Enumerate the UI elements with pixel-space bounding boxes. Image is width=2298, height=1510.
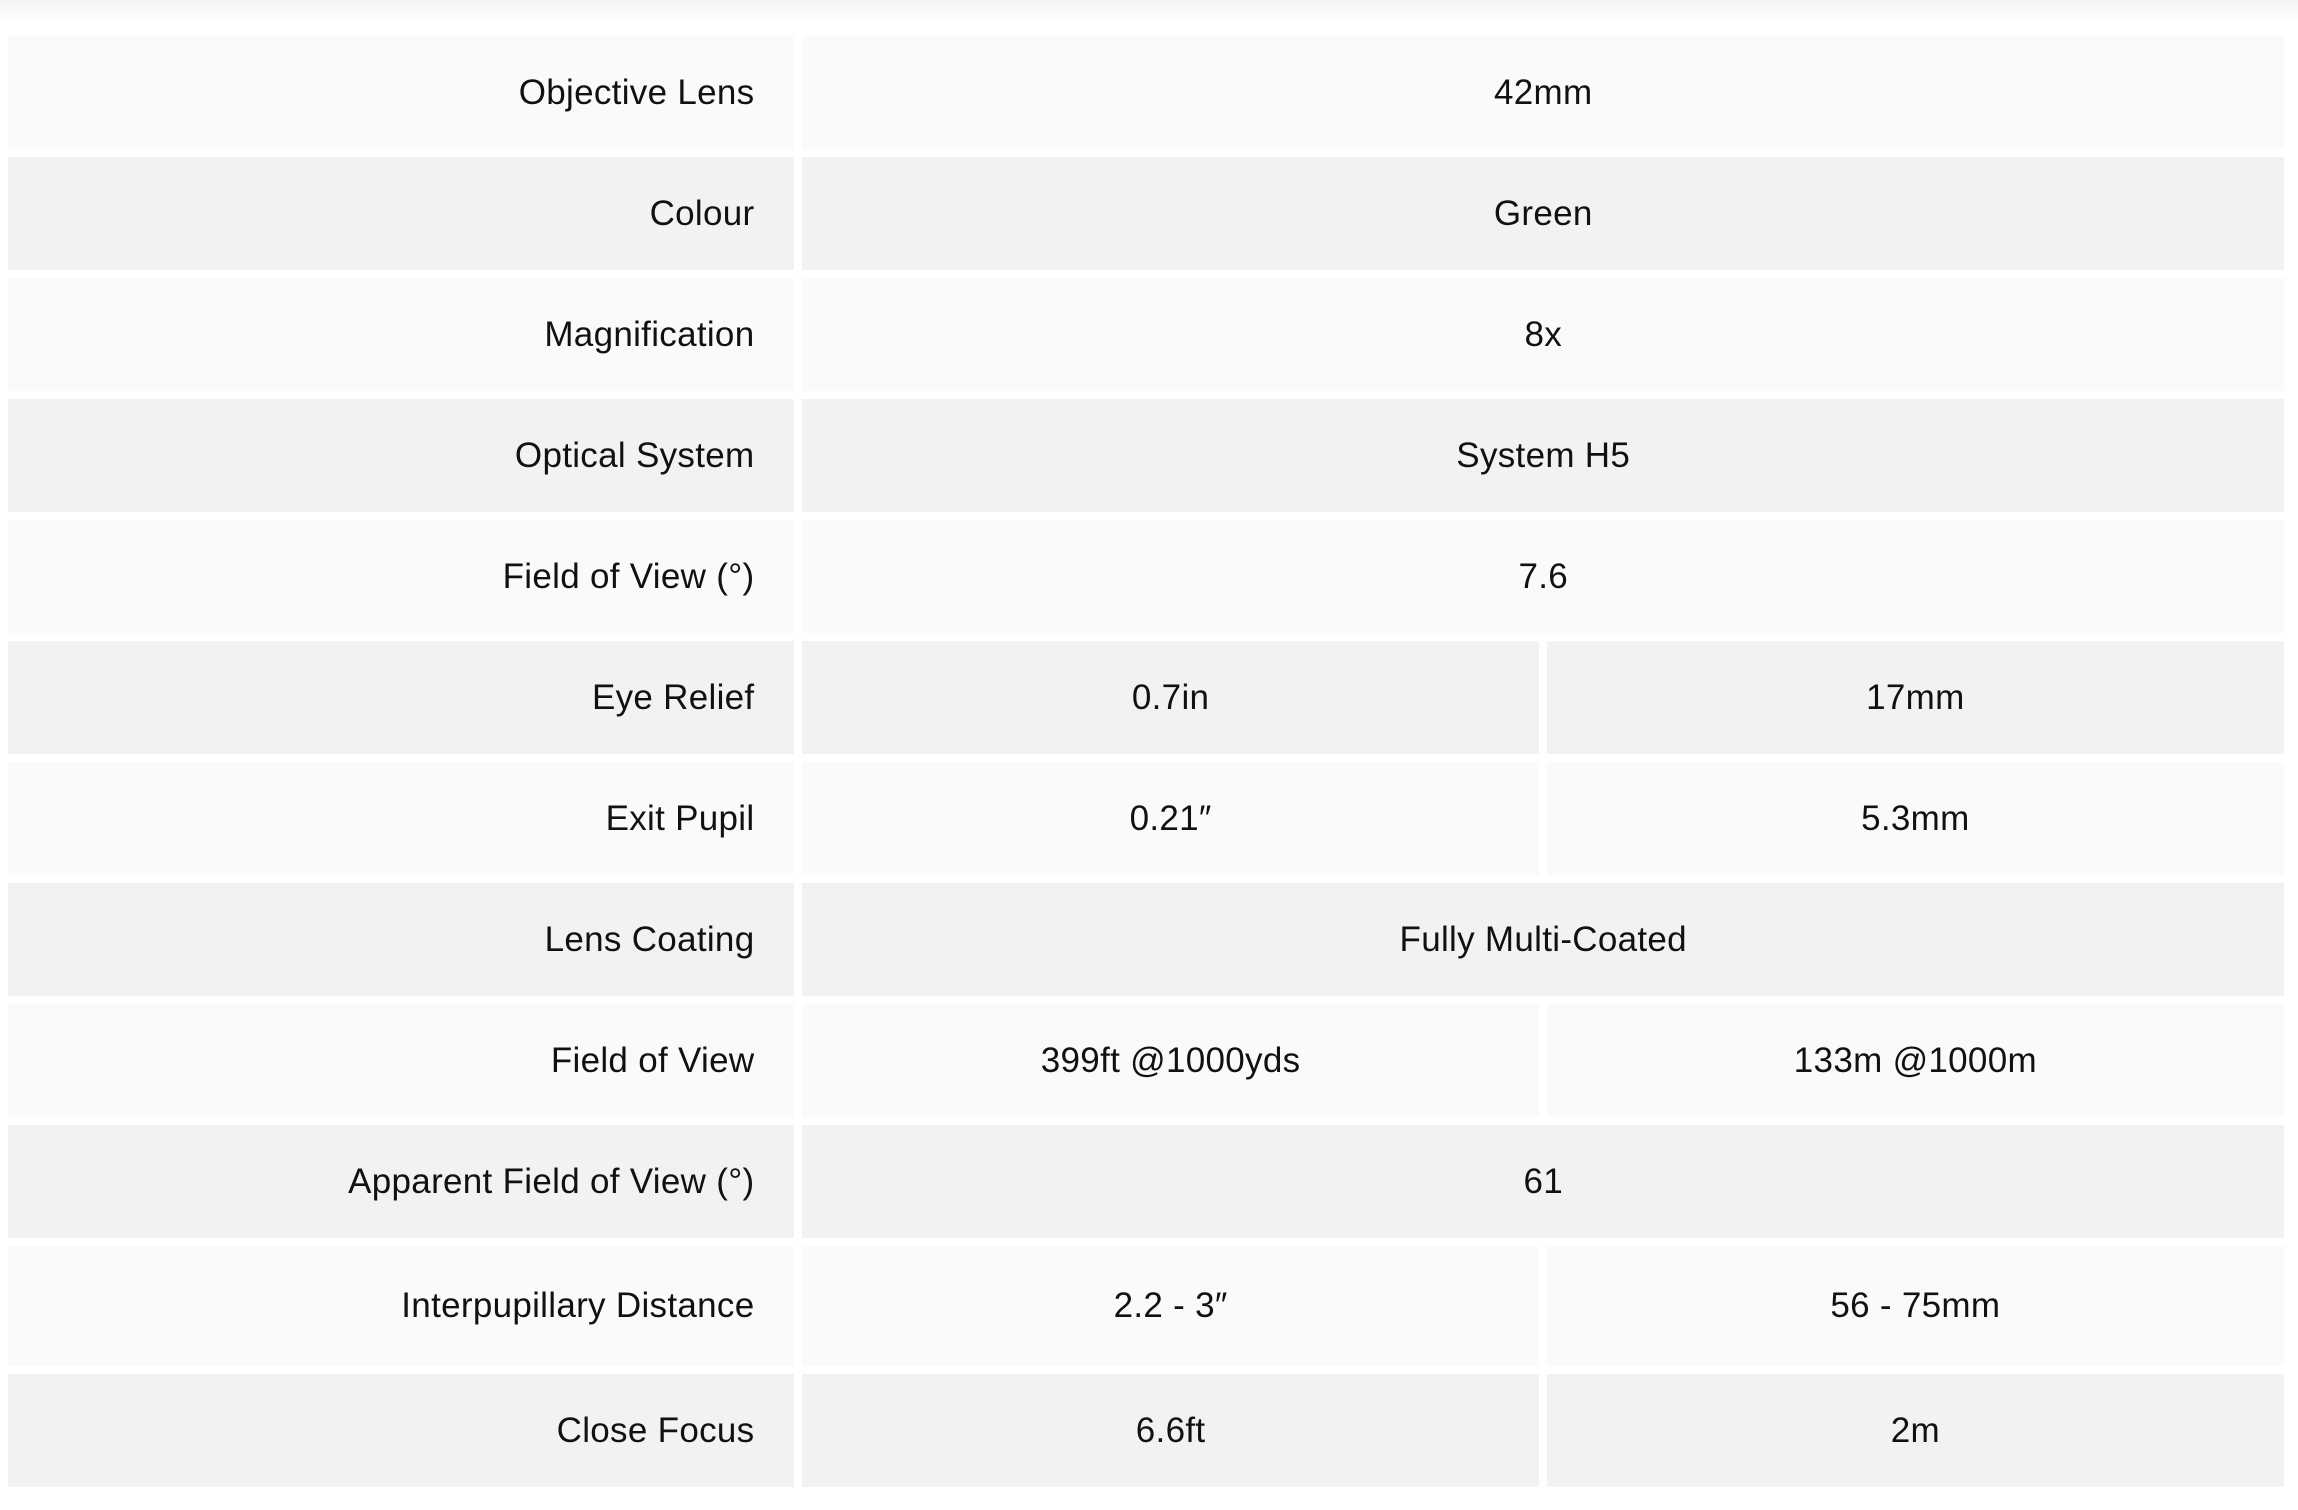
- top-shadow: [0, 0, 2298, 22]
- spec-row-colour: [8, 157, 2284, 270]
- spec-label: Interpupillary Distance: [8, 1246, 794, 1366]
- spec-value-imperial: 0.21″: [802, 762, 1538, 875]
- spec-value: Fully Multi-Coated: [802, 883, 2284, 996]
- spec-label: Magnification: [8, 278, 794, 391]
- spec-value: 42mm: [802, 36, 2284, 149]
- spec-value-metric: 56 - 75mm: [1547, 1246, 2284, 1366]
- spec-label: Objective Lens: [8, 36, 794, 149]
- spec-row-lens-coating: [8, 883, 2284, 996]
- spec-value-metric: 5.3mm: [1547, 762, 2284, 875]
- spec-value-metric: 133m @1000m: [1547, 1004, 2284, 1117]
- spec-value: 61: [802, 1125, 2284, 1238]
- spec-label: Colour: [8, 157, 794, 270]
- spec-row-field-of-view-degrees: [8, 520, 2284, 633]
- spec-row-objective-lens: [8, 36, 2284, 149]
- spec-label: Lens Coating: [8, 883, 794, 996]
- spec-value-imperial: 399ft @1000yds: [802, 1004, 1538, 1117]
- spec-label: Optical System: [8, 399, 794, 512]
- spec-value: 8x: [802, 278, 2284, 391]
- spec-value-imperial: 0.7in: [802, 641, 1538, 754]
- spec-label: Exit Pupil: [8, 762, 794, 875]
- spec-value: System H5: [802, 399, 2284, 512]
- spec-label: Apparent Field of View (°): [8, 1125, 794, 1238]
- spec-row-eye-relief: [8, 641, 2284, 754]
- spec-value: 7.6: [802, 520, 2284, 633]
- spec-label: Field of View: [8, 1004, 794, 1117]
- specs-table: [0, 28, 2292, 1495]
- spec-label: Field of View (°): [8, 520, 794, 633]
- spec-value-metric: 2m: [1547, 1374, 2284, 1487]
- spec-value-imperial: 6.6ft: [802, 1374, 1538, 1487]
- spec-row-magnification: [8, 278, 2284, 391]
- spec-row-apparent-field-of-view: [8, 1125, 2284, 1238]
- spec-row-close-focus: [8, 1374, 2284, 1487]
- spec-row-field-of-view: [8, 1004, 2284, 1117]
- spec-value-metric: 17mm: [1547, 641, 2284, 754]
- spec-label: Close Focus: [8, 1374, 794, 1487]
- spec-row-interpupillary-distance: [8, 1246, 2284, 1366]
- spec-value: Green: [802, 157, 2284, 270]
- spec-row-exit-pupil: [8, 762, 2284, 875]
- spec-row-optical-system: [8, 399, 2284, 512]
- spec-label: Eye Relief: [8, 641, 794, 754]
- spec-value-imperial: 2.2 - 3″: [802, 1246, 1538, 1366]
